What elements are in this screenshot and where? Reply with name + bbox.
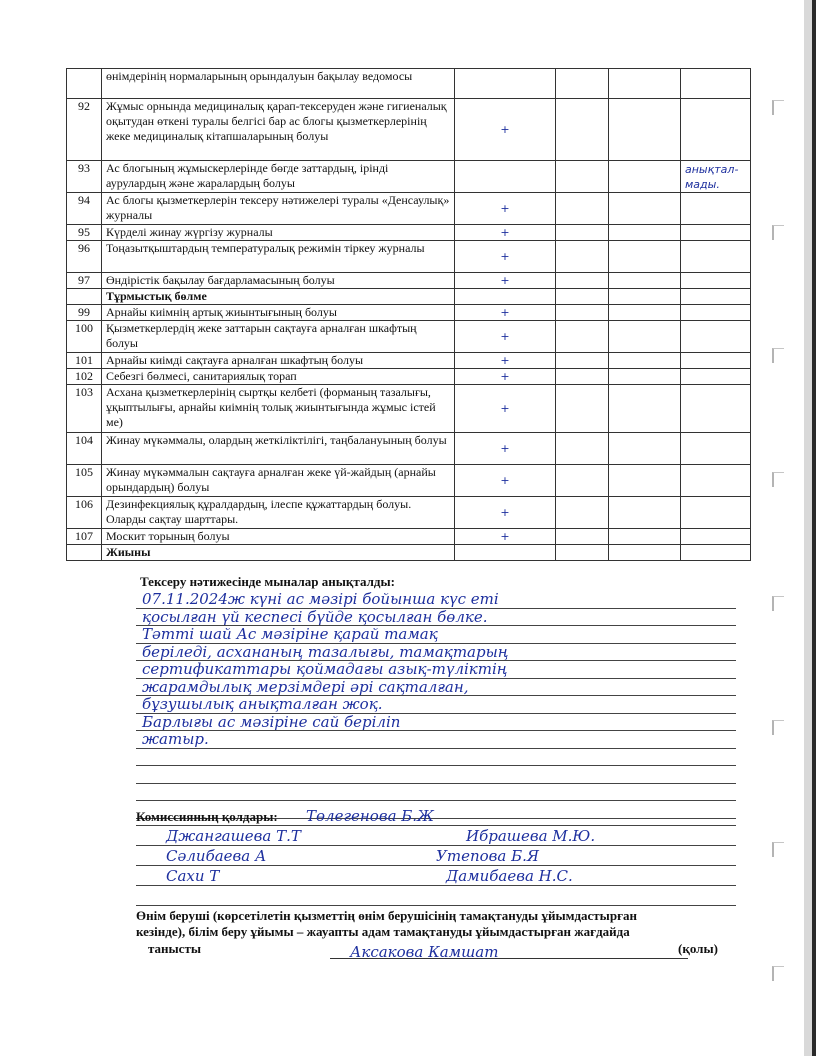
requirement-text: Асхана қызметкерлерінің сыртқы келбеті (форманың тазалығы, ұқыптылығы, арнайы киімнің толық жиынтығында жұмыс істей ме) (102, 385, 455, 433)
findings-line: Тәтті шай Ас мәзіріне қарай тамақ (136, 626, 736, 644)
compliance-mark (455, 161, 556, 193)
empty-cell (556, 273, 609, 289)
row-number: 93 (67, 161, 102, 193)
scan-edge-shadow (812, 0, 816, 1056)
table-row (67, 69, 751, 99)
compliance-mark: + (455, 465, 556, 497)
member-signature: Төлегенова Б.Ж (306, 807, 434, 825)
row-number: 96 (67, 241, 102, 273)
footer-line-2: кезінде), білім беру ұйымы – жауапты адам тамақтануды ұйымдастырған жағдайда (136, 924, 630, 939)
findings-title: Тексеру нәтижесінде мыналар анықталды: (140, 574, 395, 589)
findings-line (136, 784, 736, 802)
table-row (67, 353, 751, 369)
empty-cell (609, 193, 681, 225)
empty-cell (609, 69, 681, 99)
empty-cell (609, 241, 681, 273)
empty-cell (609, 433, 681, 465)
acknowledged-signature: Аксакова Камшат (330, 944, 688, 959)
table-row (67, 225, 751, 241)
table-row (67, 273, 751, 289)
compliance-mark: + (455, 385, 556, 433)
empty-cell (556, 353, 609, 369)
empty-cell (609, 273, 681, 289)
table-row (67, 99, 751, 161)
table-row (67, 369, 751, 385)
row-number: 106 (67, 497, 102, 529)
empty-cell (556, 321, 609, 353)
table-row (67, 305, 751, 321)
empty-cell (556, 69, 609, 99)
row-number: 94 (67, 193, 102, 225)
compliance-mark: + (455, 273, 556, 289)
binder-mark (772, 596, 784, 611)
member-signature: Сәлибаева А (166, 847, 267, 865)
remark-cell (681, 289, 751, 305)
binder-mark (772, 225, 784, 240)
compliance-mark: + (455, 241, 556, 273)
compliance-mark: + (455, 529, 556, 545)
footer-acknowledgement (136, 908, 726, 960)
section-row (67, 289, 751, 305)
acknowledgement-row (136, 940, 726, 960)
findings-line: жатыр. (136, 731, 736, 749)
blank-signature-line (136, 886, 736, 906)
compliance-mark: + (455, 497, 556, 529)
member-signature: Утепова Б.Я (436, 847, 539, 865)
table-row (67, 321, 751, 353)
member-signature: Сахи Т (166, 867, 220, 885)
compliance-mark (455, 289, 556, 305)
empty-cell (556, 305, 609, 321)
requirement-text: Күрделі жинау жүргізу журналы (102, 225, 455, 241)
compliance-mark: + (455, 353, 556, 369)
findings-line: қосылған үй кеспесі бүйде қосылған бөлке. (136, 609, 736, 627)
empty-cell (609, 225, 681, 241)
requirement-text: Тоңазытқыштардың температуралық режимін тіркеу журналы (102, 241, 455, 273)
empty-cell (556, 465, 609, 497)
remark-cell: анықтал-мады. (681, 161, 751, 193)
requirement-text: Жинау мүкәммалын сақтауға арналған жеке үй-жайдың (арнайы орындардың) болуы (102, 465, 455, 497)
findings-line: бұзушылық анықталған жоқ. (136, 696, 736, 714)
row-number: 99 (67, 305, 102, 321)
findings-line: 07.11.2024ж күні ас мәзірі бойынша күс еті (136, 591, 736, 609)
empty-cell (556, 369, 609, 385)
findings-lines (136, 591, 736, 819)
member-signature: Джангашева Т.Т (166, 827, 301, 845)
binder-mark (772, 100, 784, 115)
row-number: 103 (67, 385, 102, 433)
compliance-mark: + (455, 193, 556, 225)
row-number: 100 (67, 321, 102, 353)
footer-line-1: Өнім беруші (көрсетілетін қызметтің өнім берушісінің тамақтануды ұйымдастырған (136, 908, 637, 923)
remark-cell (681, 433, 751, 465)
empty-cell (609, 353, 681, 369)
empty-cell (609, 465, 681, 497)
findings-line: жарамдылық мерзімдері әрі сақталған, (136, 679, 736, 697)
findings-line: Барлығы ас мәзіріне сай беріліп (136, 714, 736, 732)
findings-line: сертификаттары қоймадағы азық-түліктің (136, 661, 736, 679)
remark-cell (681, 497, 751, 529)
checklist-table (66, 68, 751, 561)
table-row (67, 529, 751, 545)
table-row (67, 161, 751, 193)
requirement-text: Арнайы киімнің артық жиынтығының болуы (102, 305, 455, 321)
compliance-mark: + (455, 305, 556, 321)
requirement-text: Тұрмыстық бөлме (102, 289, 455, 305)
requirement-text: Қызметкерлердің жеке заттарын сақтауға арналған шкафтың болуы (102, 321, 455, 353)
remark-cell (681, 225, 751, 241)
binder-mark (772, 842, 784, 857)
empty-cell (609, 385, 681, 433)
remark-cell (681, 321, 751, 353)
requirement-text: Себезгі бөлмесі, санитариялық торап (102, 369, 455, 385)
compliance-mark: + (455, 369, 556, 385)
row-number: 92 (67, 99, 102, 161)
empty-cell (556, 289, 609, 305)
empty-cell (609, 369, 681, 385)
requirement-text: Жұмыс орнында медициналық қарап-тексеруден және гигиеналық оқытудан өткені туралы белгісі бар ас блогы қызметкерлерінің жеке медициналық кітапшаларының болуы (102, 99, 455, 161)
empty-cell (609, 497, 681, 529)
remark-cell (681, 465, 751, 497)
requirement-text: Москит торының болуы (102, 529, 455, 545)
remark-cell (681, 273, 751, 289)
requirement-text: Арнайы киімді сақтауға арналған шкафтың болуы (102, 353, 455, 369)
remark-cell (681, 99, 751, 161)
row-number: 107 (67, 529, 102, 545)
member-signature: Дамибаева Н.С. (446, 867, 573, 885)
compliance-mark: + (455, 433, 556, 465)
requirement-text: Жинау мүкәммалы, олардың жеткіліктілігі, таңбалануының болуы (102, 433, 455, 465)
remark-cell (681, 369, 751, 385)
remark-cell (681, 193, 751, 225)
empty-cell (609, 161, 681, 193)
requirement-text: Ас блогы қызметкерлерін тексеру нәтижелері туралы «Денсаулық» журналы (102, 193, 455, 225)
empty-cell (609, 529, 681, 545)
empty-cell (609, 545, 681, 561)
empty-cell (609, 305, 681, 321)
compliance-mark: + (455, 99, 556, 161)
compliance-mark: + (455, 321, 556, 353)
compliance-mark (455, 69, 556, 99)
commission-label: Комиссияның қолдары: (136, 809, 278, 824)
section-row (67, 545, 751, 561)
empty-cell (556, 529, 609, 545)
empty-cell (556, 433, 609, 465)
row-number: 102 (67, 369, 102, 385)
remark-cell (681, 545, 751, 561)
requirement-text: Дезинфекциялық құралдардың, ілеспе құжаттардың болуы. Оларды сақтау шарттары. (102, 497, 455, 529)
remark-cell (681, 241, 751, 273)
table-row (67, 241, 751, 273)
requirement-text: Жиыны (102, 545, 455, 561)
empty-cell (556, 193, 609, 225)
empty-cell (556, 497, 609, 529)
empty-cell (556, 99, 609, 161)
acknowledged-label: танысты (148, 941, 201, 956)
empty-cell (609, 321, 681, 353)
signature-caption: (қолы) (678, 941, 718, 956)
signature-row (136, 866, 736, 886)
row-number (67, 69, 102, 99)
binder-mark (772, 472, 784, 487)
table-row (67, 193, 751, 225)
signature-row (136, 826, 736, 846)
empty-cell (556, 161, 609, 193)
row-number (67, 289, 102, 305)
binder-mark (772, 348, 784, 363)
signature-row (136, 846, 736, 866)
compliance-mark (455, 545, 556, 561)
requirement-text: Өндірістік бақылау бағдарламасының болуы (102, 273, 455, 289)
row-number: 97 (67, 273, 102, 289)
remark-cell (681, 69, 751, 99)
table-row (67, 497, 751, 529)
remark-cell (681, 353, 751, 369)
requirement-text: Ас блогының жұмыскерлерінде бөгде заттардың, ірінді аурулардың және жаралардың болуы (102, 161, 455, 193)
binder-mark (772, 720, 784, 735)
commission-signatures (136, 806, 736, 906)
row-number: 95 (67, 225, 102, 241)
requirement-text: өнімдерінің нормаларының орындалуын бақылау ведомосы (102, 69, 455, 99)
findings-line (136, 749, 736, 767)
empty-cell (556, 385, 609, 433)
remark-cell (681, 385, 751, 433)
findings-line: беріледі, асхананың тазалығы, тамақтарың (136, 644, 736, 662)
compliance-mark: + (455, 225, 556, 241)
row-number: 105 (67, 465, 102, 497)
row-number: 101 (67, 353, 102, 369)
table-row (67, 465, 751, 497)
row-number: 104 (67, 433, 102, 465)
findings-section (136, 574, 736, 819)
member-signature: Ибрашева М.Ю. (466, 827, 596, 845)
empty-cell (609, 99, 681, 161)
remark-cell (681, 529, 751, 545)
remark-cell (681, 305, 751, 321)
findings-line (136, 766, 736, 784)
empty-cell (556, 241, 609, 273)
table-row (67, 433, 751, 465)
row-number (67, 545, 102, 561)
empty-cell (556, 545, 609, 561)
signature-row (136, 806, 736, 826)
binder-mark (772, 966, 784, 981)
empty-cell (609, 289, 681, 305)
table-row (67, 385, 751, 433)
empty-cell (556, 225, 609, 241)
